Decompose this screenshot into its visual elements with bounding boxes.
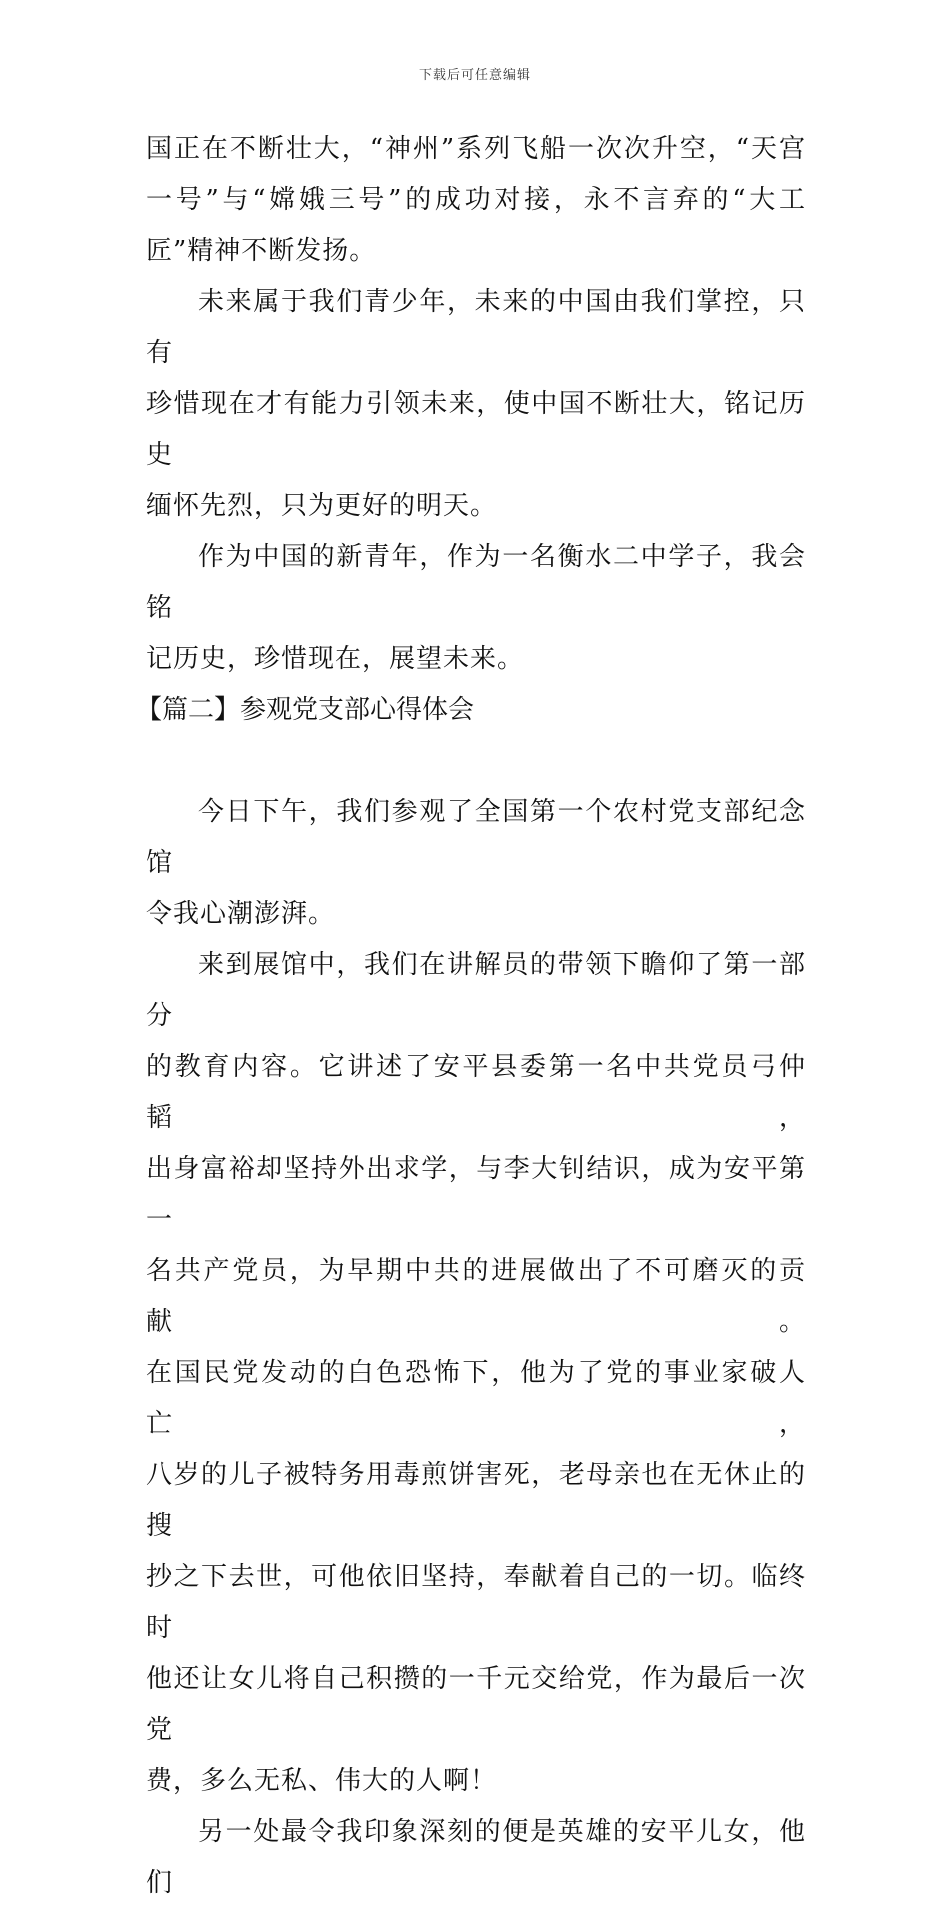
text-line: 国正在不断壮大，“神州”系列飞船一次次升空，“天宫 (146, 134, 806, 164)
text-line: 抄之下去世，可他依旧坚持，奉献着自己的一切。临终时 (146, 1562, 806, 1643)
text-line: 珍惜现在才有能力引领未来，使中国不断壮大，铭记历史 (146, 389, 806, 470)
paragraph (146, 1807, 806, 1909)
text-line: 今日下午，我们参观了全国第一个农村党支部纪念馆 (146, 797, 806, 878)
paragraph (146, 940, 806, 1807)
text-line: 缅怀先烈，只为更好的明天。 (146, 491, 498, 521)
text-line: 名共产党员，为早期中共的进展做出了不可磨灭的贡献。 (146, 1256, 806, 1337)
text-line: 八岁的儿子被特务用毒煎饼害死，老母亲也在无休止的搜 (146, 1460, 806, 1541)
text-line: 匠”精神不断发扬。 (146, 236, 377, 266)
text-line: 令我心潮澎湃。 (146, 899, 336, 929)
text-line: 作为中国的新青年，作为一名衡水二中学子，我会铭 (146, 542, 806, 623)
text-line: 费，多么无私、伟大的人啊！ (146, 1766, 498, 1796)
text-line: 的教育内容。它讲述了安平县委第一名中共党员弓仲韬， (146, 1052, 806, 1133)
text-line: 另一处最令我印象深刻的便是英雄的安平儿女，他们 (146, 1817, 806, 1898)
page-header: 下载后可任意编辑 (418, 68, 531, 83)
document-body (136, 124, 806, 1909)
paragraph (146, 277, 806, 532)
section-title: 【篇二】参观党支部心得体会 (136, 695, 475, 725)
text-line: 来到展馆中，我们在讲解员的带领下瞻仰了第一部分 (146, 950, 806, 1031)
paragraph (146, 124, 806, 277)
text-line: 出身富裕却坚持外出求学，与李大钊结识，成为安平第一 (146, 1154, 806, 1235)
text-line: 一号”与“嫦娥三号”的成功对接，永不言弃的“大工 (146, 185, 806, 215)
text-line: 在国民党发动的白色恐怖下，他为了党的事业家破人亡， (146, 1358, 806, 1439)
paragraph (146, 532, 806, 685)
text-line: 未来属于我们青少年，未来的中国由我们掌控，只有 (146, 287, 806, 368)
text-line: 他还让女儿将自己积攒的一千元交给党，作为最后一次党 (146, 1664, 806, 1745)
text-line: 记历史，珍惜现在，展望未来。 (146, 644, 525, 674)
blank-line (146, 736, 806, 787)
paragraph (146, 787, 806, 940)
